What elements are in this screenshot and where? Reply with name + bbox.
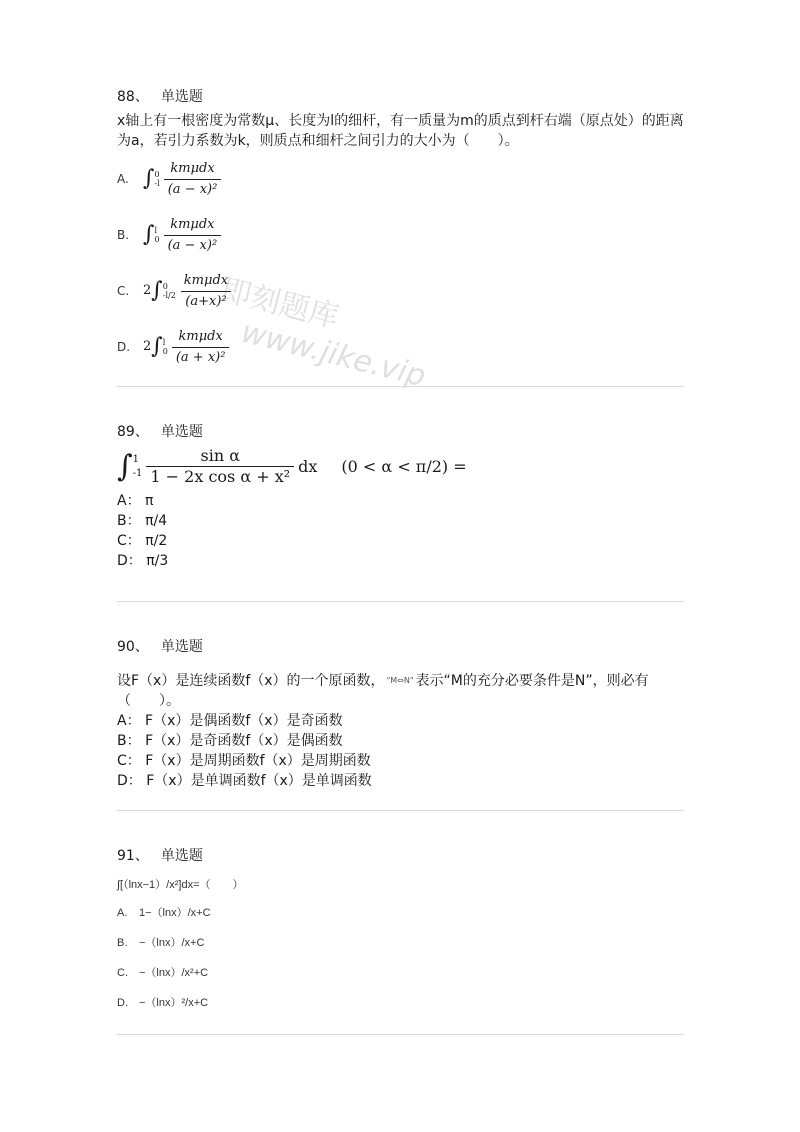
denominator: (a − x)² (164, 235, 222, 256)
question-89 (117, 422, 687, 571)
option-letter: B： (117, 733, 141, 749)
integral-sign-icon: ∫ (143, 166, 155, 191)
question-number: 90、 (117, 639, 149, 655)
question-header (117, 637, 687, 657)
option-a[interactable] (117, 898, 687, 928)
numerator: kmμdx (170, 216, 215, 232)
watermark-brand: 即刻题库 (217, 272, 343, 336)
denominator: (a + x)² (172, 347, 230, 368)
option-a[interactable] (117, 711, 687, 731)
question-formula (117, 446, 467, 487)
question-number: 89、 (117, 424, 149, 440)
upper-limit: 0 (162, 282, 168, 291)
question-header (117, 87, 687, 107)
options-list (117, 711, 687, 791)
option-text: π (145, 493, 154, 509)
numerator: kmμdx (170, 160, 215, 176)
numerator: sin α (200, 446, 241, 465)
coefficient: 2 (143, 283, 152, 298)
question-number: 88、 (117, 89, 149, 105)
lower-limit: -1 (132, 467, 143, 479)
option-letter: B. (117, 937, 128, 949)
option-letter: A. (117, 172, 129, 186)
option-text: π/4 (145, 513, 168, 529)
lower-limit: -l/2 (162, 291, 176, 300)
option-c[interactable] (117, 263, 687, 319)
question-number: 91、 (117, 848, 149, 864)
options-list (117, 491, 687, 571)
option-text: F（x）是奇函数f（x）是偶函数 (145, 733, 343, 749)
upper-limit: 0 (154, 170, 160, 179)
option-letter: D： (117, 553, 142, 569)
denominator: 1 − 2x cos α + x² (146, 466, 294, 487)
integral-formula (143, 215, 221, 256)
question-type: 单选题 (160, 89, 203, 105)
integral-sign-icon: ∫ (151, 278, 163, 303)
question-type: 单选题 (160, 424, 203, 440)
option-b[interactable] (117, 207, 687, 263)
integral-formula (143, 327, 229, 368)
differential: dx (298, 456, 318, 476)
option-letter: A： (117, 493, 141, 509)
option-letter: B. (117, 228, 130, 242)
option-letter: D. (117, 340, 131, 354)
option-a[interactable] (117, 491, 687, 511)
question-body (117, 872, 687, 1018)
option-c[interactable] (117, 531, 687, 551)
options-list (117, 151, 687, 375)
divider (117, 601, 684, 602)
numerator: kmμdx (183, 272, 229, 288)
option-letter: D. (117, 997, 128, 1009)
numerator: kmμdx (178, 328, 223, 344)
option-letter: C： (117, 533, 141, 549)
question-stem: ∫[（lnx−1）/x²]dx=（ ） (117, 879, 244, 891)
lower-limit: 0 (162, 347, 168, 356)
divider (117, 1034, 684, 1035)
question-stem: x轴上有一根密度为常数μ、长度为l的细杆，有一质量为m的质点到杆右端（原点处）的距离为a，若引力系数为k，则质点和细杆之间引力的大小为（ ）。 (117, 113, 684, 149)
option-text: −（lnx）/x²+C (139, 967, 209, 979)
option-b[interactable] (117, 511, 687, 531)
lower-limit: -l (154, 179, 160, 188)
upper-limit: 1 (132, 453, 140, 465)
option-letter: C： (117, 753, 141, 769)
question-91 (117, 846, 687, 1018)
option-d[interactable] (117, 551, 687, 571)
question-type: 单选题 (160, 848, 203, 864)
stem-part-1: 设F（x）是连续函数f（x）的一个原函数， (117, 673, 385, 689)
divider (117, 810, 684, 811)
integral-formula (143, 271, 232, 312)
option-text: F（x）是偶函数f（x）是奇函数 (145, 713, 343, 729)
equivalence-symbol-image: "M⇔N" (386, 676, 414, 685)
option-b[interactable] (117, 928, 687, 958)
upper-limit: l (154, 226, 158, 235)
option-letter: A. (117, 907, 128, 919)
option-c[interactable] (117, 958, 687, 988)
option-a[interactable] (117, 151, 687, 207)
denominator: (a+x)² (181, 291, 230, 312)
question-header (117, 846, 687, 866)
question-header (117, 422, 687, 442)
option-letter: D： (117, 773, 142, 789)
integral-sign-icon: ∫ (151, 334, 163, 359)
option-d[interactable] (117, 771, 687, 791)
option-d[interactable] (117, 319, 687, 375)
denominator: (a − x)² (164, 179, 222, 200)
option-d[interactable] (117, 988, 687, 1018)
question-stem (117, 671, 687, 711)
integral-formula (143, 159, 221, 200)
condition: (0 < α < π/2) = (341, 456, 467, 476)
lower-limit: 0 (154, 235, 160, 244)
stem-part-2: 表示“M的充分必要条件是N”，则必有（ ）。 (117, 673, 649, 709)
integral-sign-icon: ∫ (143, 222, 155, 247)
question-type: 单选题 (160, 639, 203, 655)
option-text: −（lnx）/x+C (139, 937, 205, 949)
option-letter: C. (117, 284, 130, 298)
option-text: −（lnx）²/x+C (139, 997, 209, 1009)
option-text: F（x）是单调函数f（x）是单调函数 (146, 773, 372, 789)
option-text: 1−（lnx）/x+C (139, 907, 211, 919)
option-b[interactable] (117, 731, 687, 751)
divider (117, 386, 684, 387)
option-text: F（x）是周期函数f（x）是周期函数 (145, 753, 371, 769)
question-88 (117, 87, 687, 375)
option-letter: A： (117, 713, 141, 729)
question-90 (117, 637, 687, 791)
upper-limit: l (162, 338, 166, 347)
integral-sign-icon: ∫ (117, 448, 133, 484)
option-letter: C. (117, 967, 128, 979)
option-text: π/2 (145, 533, 168, 549)
option-text: π/3 (146, 553, 169, 569)
option-c[interactable] (117, 751, 687, 771)
coefficient: 2 (143, 339, 152, 354)
option-letter: B： (117, 513, 141, 529)
watermark-url: www.jike.vip (237, 314, 430, 395)
